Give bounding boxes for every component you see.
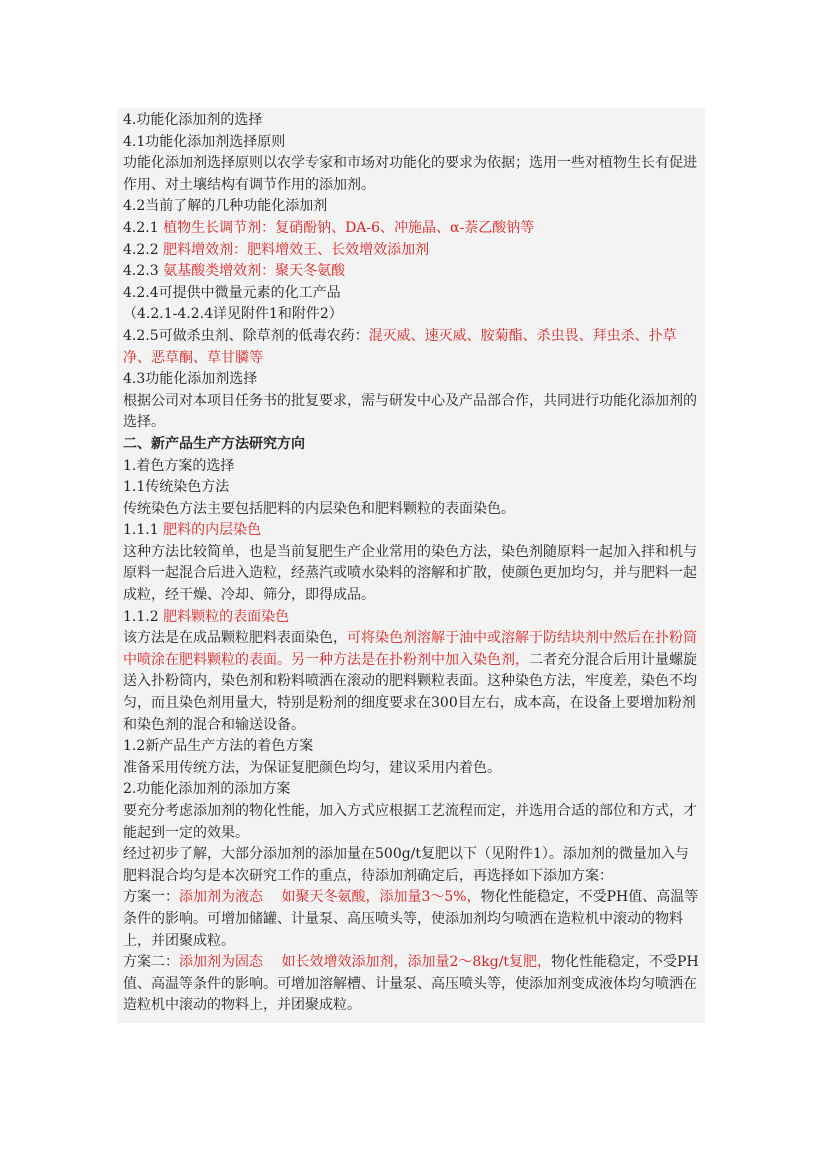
text-segment: 4.3功能化添加剂选择	[123, 371, 258, 388]
highlighted-text: 植物生长调节剂：复硝酚钠、DA-6、冲施晶、α-萘乙酸钠等	[163, 219, 535, 236]
section-1-title	[123, 456, 699, 478]
text-segment: 4.2.5可做杀虫剂、除草剂的低毒农药：	[123, 327, 369, 344]
text-segment: 1.着色方案的选择	[123, 457, 235, 474]
text-segment: 4.2.4可提供中微量元素的化工产品	[123, 284, 341, 301]
section-1-2-body	[123, 758, 699, 780]
section-1-1-title	[123, 477, 699, 499]
highlighted-text: 混灭威、速灭威、胺菊酯、杀虫畏、拜虫杀、扑草净、恶草酮、草甘膦等	[123, 327, 677, 366]
text-segment: 要充分考虑添加剂的物化性能，加入方式应根据工艺流程而定，并选用合适的部位和方式，才能起到一定的效果。	[123, 803, 697, 841]
plan-1	[123, 887, 699, 952]
text-segment: 根据公司对本项目任务书的批复要求，需与研发中心及产品部合作，共同进行功能化添加剂的选择。	[123, 392, 697, 431]
text-segment: 方案二：	[123, 954, 179, 971]
section-1-2-title	[123, 736, 699, 758]
text-segment: 准备采用传统方法，为保证复肥颜色均匀，建议采用内着色。	[123, 759, 501, 776]
text-segment: 1.1.2	[123, 608, 164, 625]
section-4-1-title	[123, 132, 699, 154]
highlighted-text: 可将染色剂溶解于油中或溶解于防结块剂中然后在扑粉筒中喷涂在肥料颗粒的表面。另一种方法是在扑粉剂中加入染色剂，	[123, 630, 697, 668]
text-segment: 二、新产品生产方法研究方向	[123, 435, 305, 452]
section-2-body-1	[123, 801, 699, 844]
text-segment: 4.2.2	[123, 241, 164, 258]
text-segment: 功能化添加剂选择原则以农学专家和市场对功能化的要求为依据；选用一些对植物生长有促进作用、对土壤结构有调节作用的添加剂。	[123, 155, 697, 193]
text-segment: 方案一：	[123, 889, 179, 906]
text-segment: 物化性能稳定，不受PH值、高温等条件的影响。可增加储罐、计量泵、高压喷头等，使添加剂均匀喷洒在造粒机中滚动的物料上，并团聚成粒。	[123, 889, 699, 949]
text-segment: 该方法是在成品颗粒肥料表面染色，	[123, 630, 347, 647]
section-1-1-body	[123, 499, 699, 521]
text-segment: 这种方法比较简单，也是当前复肥生产企业常用的染色方法，染色剂随原料一起加入拌和机与原料一起混合后进入造粒，经蒸汽或喷水染料的溶解和扩散，使颜色更加均匀，并与肥料一起成粒，经干燥、冷却、筛分，即得成品。	[123, 543, 697, 604]
highlighted-text: 添加剂为固态 如长效增效添加剂，添加量2～8kg/t复肥，	[179, 954, 552, 971]
section-2-title	[123, 779, 699, 801]
item-4-2-5	[123, 326, 699, 369]
section-4-2-title	[123, 196, 699, 218]
item-1-1-2-body	[123, 628, 699, 736]
item-4-2-4	[123, 283, 699, 305]
text-segment: （4.2.1-4.2.4详见附件1和附件2）	[123, 306, 343, 323]
text-segment: 4.2.3	[123, 263, 164, 280]
text-segment: 1.1.1	[123, 522, 164, 539]
item-4-2-2	[123, 240, 699, 262]
text-segment: 传统染色方法主要包括肥料的内层染色和肥料颗粒的表面染色。	[123, 500, 515, 517]
highlighted-text: 肥料增效剂：肥料增效王、长效增效添加剂	[163, 241, 430, 258]
section-4-3-title	[123, 369, 699, 391]
highlighted-text: 肥料颗粒的表面染色	[163, 608, 290, 625]
section-4-1-body	[123, 153, 699, 196]
text-segment: 2.功能化添加剂的添加方案	[123, 781, 291, 798]
text-segment: 1.2新产品生产方法的着色方案	[123, 738, 314, 755]
text-segment: 4.2当前了解的几种功能化添加剂	[123, 198, 328, 215]
document-body	[117, 108, 705, 1023]
text-segment: 1.1传统染色方法	[123, 479, 230, 496]
item-4-2-1	[123, 218, 699, 240]
plan-2	[123, 952, 699, 1017]
highlighted-text: 添加剂为液态 如聚天冬氨酸，添加量3～5%，	[179, 889, 481, 906]
text-segment: 4.2.1	[123, 219, 164, 236]
section-4-title	[123, 110, 699, 132]
text-segment: 4.功能化添加剂的选择	[123, 112, 263, 128]
item-1-1-1	[123, 520, 699, 542]
highlighted-text: 氨基酸类增效剂：聚天冬氨酸	[163, 263, 346, 280]
item-4-2-3	[123, 261, 699, 283]
section-4-3-body	[123, 391, 699, 434]
text-segment: 4.1功能化添加剂选择原则	[123, 133, 286, 150]
text-segment: 二者充分混合后用计量螺旋送入扑粉筒内，染色剂和粉料喷洒在滚动的肥料颗粒表面。这种染色方法，牢度差，染色不均匀，而且染色剂用量大，特别是粉剂的细度要求在300目左右，成本高，在设备上要增加粉剂和染色剂的混合和输送设备。	[123, 651, 697, 733]
section-2-heading	[123, 434, 699, 456]
item-1-1-2	[123, 607, 699, 629]
item-1-1-1-body	[123, 542, 699, 607]
highlighted-text: 肥料的内层染色	[163, 522, 262, 539]
section-2-body-2	[123, 844, 699, 887]
text-segment: 物化性能稳定，不受PH值、高温等条件的影响。可增加溶解槽、计量泵、高压喷头等，使添加剂变成液体均匀喷洒在造粒机中滚动的物料上，并团聚成粒。	[123, 954, 699, 1014]
item-4-2-4-note	[123, 304, 699, 326]
text-segment: 经过初步了解，大部分添加剂的添加量在500g/t复肥以下（见附件1）。添加剂的微量加入与肥料混合均匀是本次研究工作的重点，待添加剂确定后，再选择如下添加方案：	[123, 846, 689, 884]
